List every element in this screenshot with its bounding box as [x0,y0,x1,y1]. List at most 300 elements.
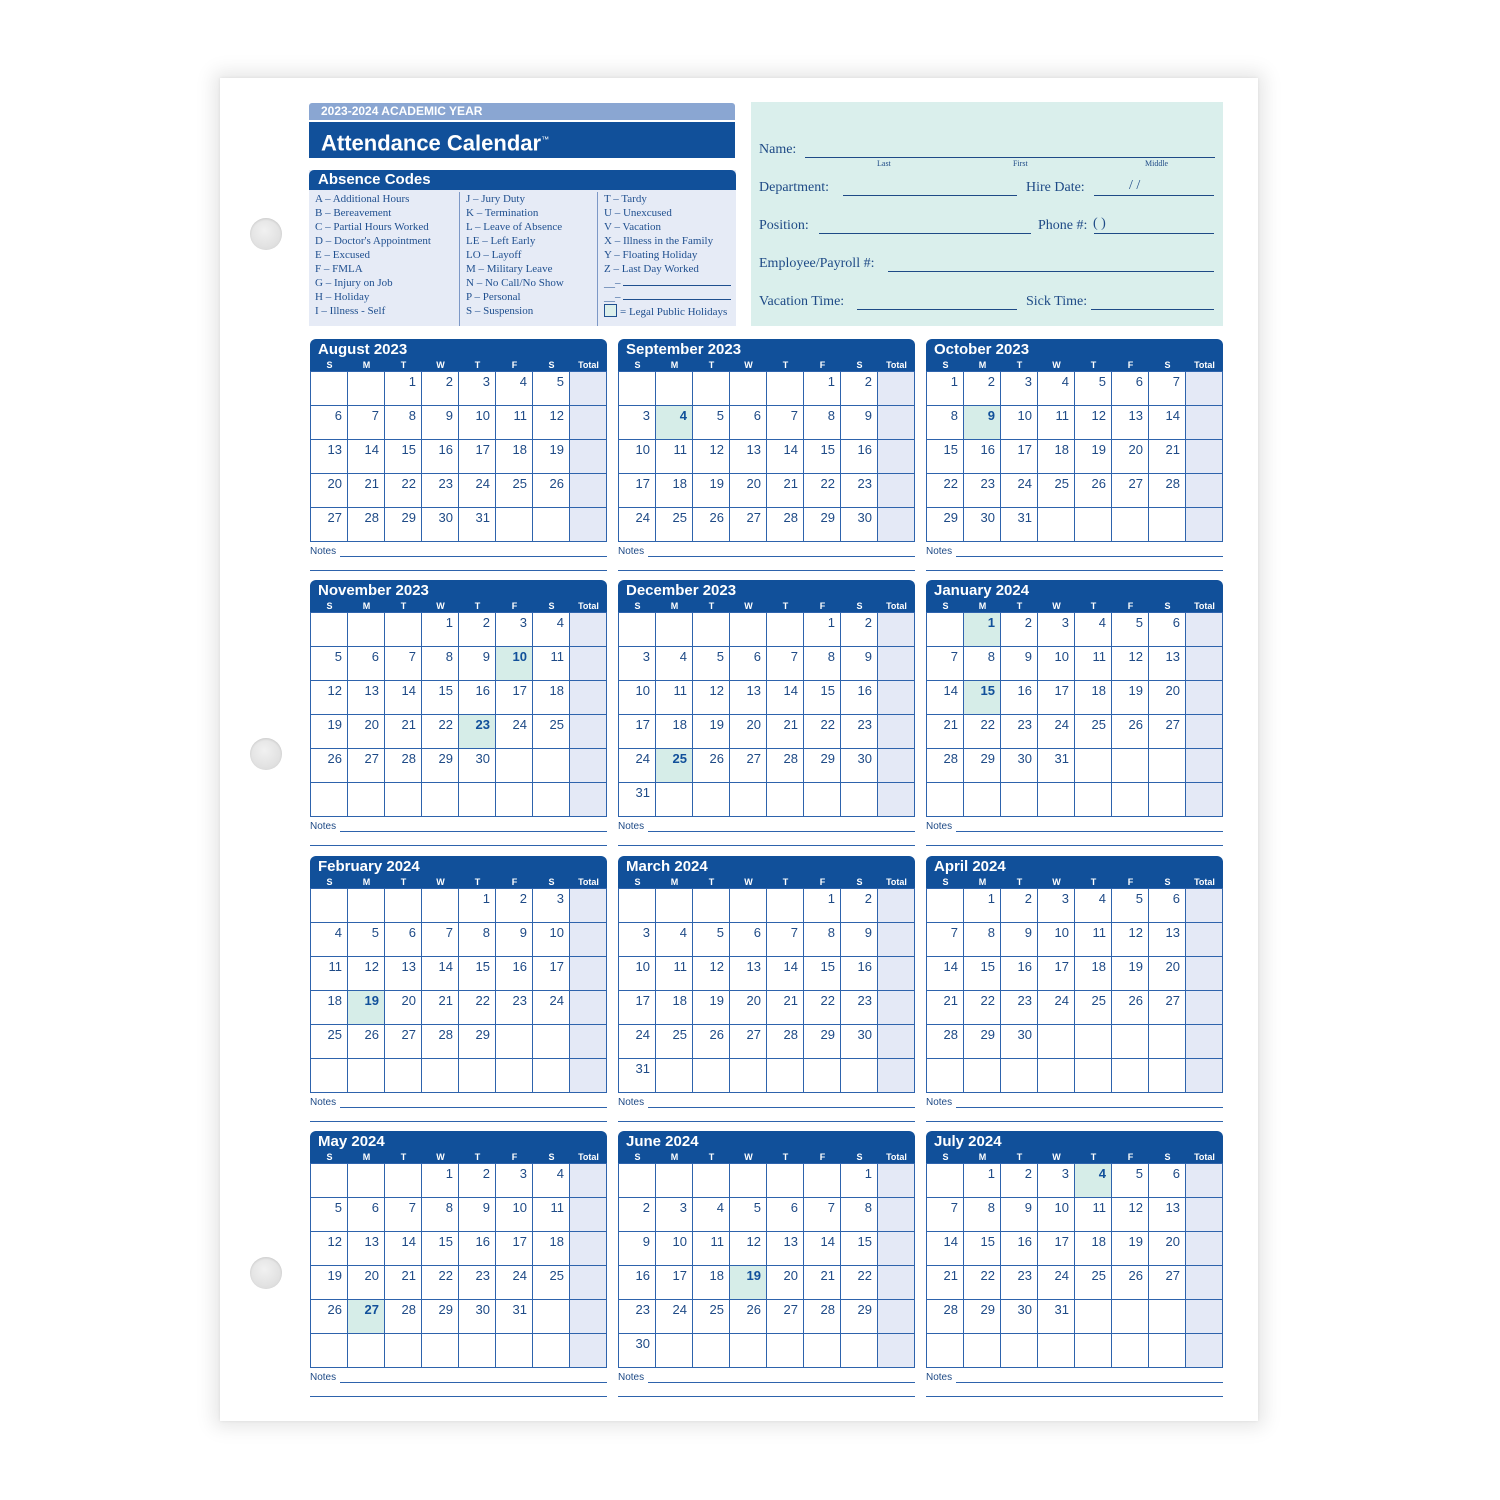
day-cell[interactable]: 2 [619,1198,656,1232]
day-cell[interactable]: 6 [1149,889,1186,923]
day-cell[interactable]: 23 [422,474,459,508]
day-cell[interactable]: 21 [422,991,459,1025]
day-cell[interactable]: 6 [348,647,385,681]
day-cell[interactable]: 28 [767,508,804,542]
empty-day-cell[interactable] [656,889,693,923]
week-total-cell[interactable] [570,406,607,440]
notes-area[interactable] [618,542,915,570]
day-cell[interactable]: 14 [767,681,804,715]
day-cell[interactable]: 20 [385,991,422,1025]
notes-line[interactable] [618,570,915,571]
day-cell[interactable]: 1 [927,372,964,406]
week-total-cell[interactable] [570,474,607,508]
day-cell[interactable]: 29 [964,1300,1001,1334]
week-total-cell[interactable] [1186,681,1223,715]
day-cell[interactable]: 27 [730,1025,767,1059]
day-cell[interactable]: 28 [927,749,964,783]
day-cell[interactable]: 2 [459,613,496,647]
day-cell[interactable]: 27 [1149,1266,1186,1300]
day-cell[interactable]: 3 [1038,889,1075,923]
week-total-cell[interactable] [1186,406,1223,440]
empty-day-cell[interactable] [422,1334,459,1368]
empty-day-cell[interactable] [533,1300,570,1334]
empty-day-cell[interactable] [1075,508,1112,542]
day-cell[interactable]: 5 [1112,613,1149,647]
week-total-cell[interactable] [1186,923,1223,957]
day-cell[interactable]: 5 [1112,889,1149,923]
empty-day-cell[interactable] [385,783,422,817]
day-cell[interactable]: 26 [348,1025,385,1059]
empty-day-cell[interactable] [767,613,804,647]
week-total-cell[interactable] [1186,474,1223,508]
day-cell[interactable]: 24 [1001,474,1038,508]
day-cell[interactable]: 17 [1001,440,1038,474]
day-cell[interactable]: 11 [1038,406,1075,440]
empty-day-cell[interactable] [927,783,964,817]
empty-day-cell[interactable] [767,1059,804,1093]
day-cell[interactable]: 14 [385,1232,422,1266]
day-cell[interactable]: 27 [730,508,767,542]
day-cell[interactable]: 13 [767,1232,804,1266]
day-cell[interactable]: 25 [1075,1266,1112,1300]
empty-day-cell[interactable] [1112,1334,1149,1368]
empty-day-cell[interactable] [385,1334,422,1368]
day-cell[interactable]: 17 [656,1266,693,1300]
day-cell[interactable]: 5 [730,1198,767,1232]
day-cell[interactable]: 19 [1112,1232,1149,1266]
day-cell[interactable]: 18 [1075,681,1112,715]
day-cell[interactable]: 6 [385,923,422,957]
day-cell[interactable]: 9 [619,1232,656,1266]
empty-day-cell[interactable] [385,1059,422,1093]
day-cell[interactable]: 27 [767,1300,804,1334]
empty-day-cell[interactable] [927,1334,964,1368]
day-cell[interactable]: 21 [927,991,964,1025]
week-total-cell[interactable] [1186,508,1223,542]
empty-day-cell[interactable] [619,1164,656,1198]
day-cell[interactable]: 23 [964,474,1001,508]
day-cell[interactable]: 4 [1075,889,1112,923]
day-cell[interactable]: 30 [459,1300,496,1334]
notes-line[interactable] [956,556,1223,557]
week-total-cell[interactable] [878,508,915,542]
day-cell[interactable]: 19 [693,474,730,508]
week-total-cell[interactable] [570,957,607,991]
day-cell[interactable]: 6 [1149,613,1186,647]
notes-area[interactable] [618,1368,915,1396]
phone-field[interactable] [1094,233,1214,234]
day-cell[interactable]: 30 [1001,1025,1038,1059]
day-cell[interactable]: 22 [422,715,459,749]
week-total-cell[interactable] [1186,957,1223,991]
day-cell[interactable]: 15 [804,440,841,474]
day-cell[interactable]: 18 [1075,957,1112,991]
day-cell[interactable]: 11 [533,647,570,681]
day-cell[interactable]: 5 [1075,372,1112,406]
day-cell[interactable]: 2 [841,372,878,406]
day-cell[interactable]: 13 [730,681,767,715]
day-cell[interactable]: 1 [841,1164,878,1198]
day-cell[interactable]: 26 [311,749,348,783]
holiday-day-cell[interactable]: 15 [964,681,1001,715]
day-cell[interactable]: 10 [656,1232,693,1266]
day-cell[interactable]: 4 [1038,372,1075,406]
empty-day-cell[interactable] [1149,1025,1186,1059]
day-cell[interactable]: 3 [533,889,570,923]
empty-day-cell[interactable] [767,783,804,817]
day-cell[interactable]: 28 [348,508,385,542]
holiday-day-cell[interactable]: 4 [1075,1164,1112,1198]
notes-line[interactable] [340,556,607,557]
day-cell[interactable]: 16 [1001,681,1038,715]
week-total-cell[interactable] [878,783,915,817]
day-cell[interactable]: 10 [1038,923,1075,957]
notes-line[interactable] [310,845,607,846]
day-cell[interactable]: 8 [804,647,841,681]
day-cell[interactable]: 6 [1149,1164,1186,1198]
day-cell[interactable]: 30 [422,508,459,542]
empty-day-cell[interactable] [693,372,730,406]
day-cell[interactable]: 21 [767,715,804,749]
week-total-cell[interactable] [1186,783,1223,817]
day-cell[interactable]: 26 [1112,991,1149,1025]
day-cell[interactable]: 23 [1001,991,1038,1025]
week-total-cell[interactable] [878,1025,915,1059]
day-cell[interactable]: 28 [385,1300,422,1334]
day-cell[interactable]: 1 [422,1164,459,1198]
week-total-cell[interactable] [1186,749,1223,783]
day-cell[interactable]: 1 [804,889,841,923]
empty-day-cell[interactable] [311,1059,348,1093]
day-cell[interactable]: 8 [927,406,964,440]
day-cell[interactable]: 31 [1001,508,1038,542]
day-cell[interactable]: 29 [459,1025,496,1059]
day-cell[interactable]: 11 [1075,647,1112,681]
payroll-field[interactable] [888,271,1214,272]
day-cell[interactable]: 10 [1038,1198,1075,1232]
empty-day-cell[interactable] [656,1059,693,1093]
day-cell[interactable]: 28 [385,749,422,783]
position-field[interactable] [819,233,1031,234]
day-cell[interactable]: 7 [927,1198,964,1232]
day-cell[interactable]: 29 [804,749,841,783]
day-cell[interactable]: 6 [730,923,767,957]
day-cell[interactable]: 5 [1112,1164,1149,1198]
day-cell[interactable]: 7 [927,647,964,681]
day-cell[interactable]: 26 [311,1300,348,1334]
week-total-cell[interactable] [878,372,915,406]
day-cell[interactable]: 29 [804,1025,841,1059]
day-cell[interactable]: 13 [311,440,348,474]
day-cell[interactable]: 27 [385,1025,422,1059]
day-cell[interactable]: 20 [348,1266,385,1300]
day-cell[interactable]: 15 [841,1232,878,1266]
day-cell[interactable]: 18 [533,1232,570,1266]
day-cell[interactable]: 28 [422,1025,459,1059]
sick-time-field[interactable] [1091,309,1214,310]
empty-day-cell[interactable] [1149,783,1186,817]
empty-day-cell[interactable] [841,1334,878,1368]
day-cell[interactable]: 9 [1001,647,1038,681]
empty-day-cell[interactable] [1149,1334,1186,1368]
day-cell[interactable]: 15 [459,957,496,991]
week-total-cell[interactable] [570,1059,607,1093]
day-cell[interactable]: 24 [496,715,533,749]
empty-day-cell[interactable] [533,1059,570,1093]
holiday-day-cell[interactable]: 19 [730,1266,767,1300]
day-cell[interactable]: 8 [804,406,841,440]
day-cell[interactable]: 18 [656,474,693,508]
week-total-cell[interactable] [1186,1059,1223,1093]
day-cell[interactable]: 1 [385,372,422,406]
day-cell[interactable]: 14 [422,957,459,991]
day-cell[interactable]: 26 [693,1025,730,1059]
day-cell[interactable]: 17 [496,1232,533,1266]
week-total-cell[interactable] [1186,1198,1223,1232]
day-cell[interactable]: 5 [311,1198,348,1232]
day-cell[interactable]: 4 [533,1164,570,1198]
empty-day-cell[interactable] [767,372,804,406]
day-cell[interactable]: 24 [1038,715,1075,749]
empty-day-cell[interactable] [619,889,656,923]
holiday-day-cell[interactable]: 9 [964,406,1001,440]
day-cell[interactable]: 31 [496,1300,533,1334]
day-cell[interactable]: 29 [841,1300,878,1334]
day-cell[interactable]: 19 [311,1266,348,1300]
week-total-cell[interactable] [570,749,607,783]
week-total-cell[interactable] [1186,1025,1223,1059]
day-cell[interactable]: 24 [533,991,570,1025]
day-cell[interactable]: 31 [619,783,656,817]
week-total-cell[interactable] [878,440,915,474]
day-cell[interactable]: 17 [619,474,656,508]
empty-day-cell[interactable] [422,889,459,923]
day-cell[interactable]: 6 [730,647,767,681]
empty-day-cell[interactable] [385,1164,422,1198]
day-cell[interactable]: 13 [1149,923,1186,957]
day-cell[interactable]: 26 [1075,474,1112,508]
day-cell[interactable]: 7 [1149,372,1186,406]
empty-day-cell[interactable] [1149,1300,1186,1334]
day-cell[interactable]: 28 [927,1300,964,1334]
day-cell[interactable]: 20 [1149,681,1186,715]
day-cell[interactable]: 10 [1001,406,1038,440]
week-total-cell[interactable] [570,1198,607,1232]
day-cell[interactable]: 17 [459,440,496,474]
week-total-cell[interactable] [570,613,607,647]
day-cell[interactable]: 21 [385,1266,422,1300]
day-cell[interactable]: 9 [422,406,459,440]
day-cell[interactable]: 18 [656,991,693,1025]
day-cell[interactable]: 29 [804,508,841,542]
empty-day-cell[interactable] [1149,749,1186,783]
day-cell[interactable]: 26 [1112,1266,1149,1300]
day-cell[interactable]: 16 [841,440,878,474]
week-total-cell[interactable] [570,1266,607,1300]
holiday-day-cell[interactable]: 23 [459,715,496,749]
day-cell[interactable]: 30 [841,508,878,542]
blank-code-line[interactable] [623,290,731,300]
empty-day-cell[interactable] [1001,1059,1038,1093]
day-cell[interactable]: 5 [311,647,348,681]
day-cell[interactable]: 19 [311,715,348,749]
empty-day-cell[interactable] [459,1334,496,1368]
day-cell[interactable]: 10 [1038,647,1075,681]
department-field[interactable] [843,195,1017,196]
day-cell[interactable]: 11 [533,1198,570,1232]
day-cell[interactable]: 7 [422,923,459,957]
day-cell[interactable]: 18 [496,440,533,474]
day-cell[interactable]: 16 [459,1232,496,1266]
day-cell[interactable]: 21 [385,715,422,749]
day-cell[interactable]: 27 [1149,715,1186,749]
day-cell[interactable]: 3 [619,406,656,440]
day-cell[interactable]: 3 [1038,1164,1075,1198]
notes-line[interactable] [926,570,1223,571]
day-cell[interactable]: 18 [311,991,348,1025]
empty-day-cell[interactable] [496,749,533,783]
notes-area[interactable] [926,1093,1223,1121]
week-total-cell[interactable] [1186,1232,1223,1266]
empty-day-cell[interactable] [311,889,348,923]
vacation-time-field[interactable] [857,309,1017,310]
day-cell[interactable]: 29 [422,749,459,783]
empty-day-cell[interactable] [311,1334,348,1368]
day-cell[interactable]: 30 [964,508,1001,542]
notes-line[interactable] [340,831,607,832]
day-cell[interactable]: 2 [1001,613,1038,647]
day-cell[interactable]: 29 [964,749,1001,783]
day-cell[interactable]: 12 [1112,923,1149,957]
day-cell[interactable]: 4 [656,647,693,681]
day-cell[interactable]: 3 [1001,372,1038,406]
day-cell[interactable]: 7 [927,923,964,957]
day-cell[interactable]: 25 [1075,715,1112,749]
empty-day-cell[interactable] [1075,1300,1112,1334]
day-cell[interactable]: 6 [311,406,348,440]
notes-line[interactable] [648,831,915,832]
day-cell[interactable]: 17 [619,991,656,1025]
day-cell[interactable]: 29 [927,508,964,542]
empty-day-cell[interactable] [348,1059,385,1093]
empty-day-cell[interactable] [1038,1334,1075,1368]
day-cell[interactable]: 20 [730,474,767,508]
day-cell[interactable]: 22 [385,474,422,508]
day-cell[interactable]: 8 [964,647,1001,681]
empty-day-cell[interactable] [1075,1334,1112,1368]
day-cell[interactable]: 22 [964,991,1001,1025]
day-cell[interactable]: 27 [1149,991,1186,1025]
day-cell[interactable]: 11 [656,681,693,715]
week-total-cell[interactable] [1186,647,1223,681]
day-cell[interactable]: 13 [1149,1198,1186,1232]
notes-line[interactable] [926,845,1223,846]
week-total-cell[interactable] [1186,1334,1223,1368]
day-cell[interactable]: 7 [767,406,804,440]
day-cell[interactable]: 16 [459,681,496,715]
notes-area[interactable] [926,817,1223,845]
day-cell[interactable]: 22 [422,1266,459,1300]
notes-area[interactable] [618,817,915,845]
day-cell[interactable]: 11 [496,406,533,440]
week-total-cell[interactable] [878,681,915,715]
day-cell[interactable]: 8 [841,1198,878,1232]
day-cell[interactable]: 16 [841,681,878,715]
custom-code-blank-1[interactable] [604,276,742,290]
week-total-cell[interactable] [570,783,607,817]
day-cell[interactable]: 13 [348,681,385,715]
week-total-cell[interactable] [570,1025,607,1059]
day-cell[interactable]: 23 [619,1300,656,1334]
day-cell[interactable]: 21 [767,474,804,508]
day-cell[interactable]: 18 [1038,440,1075,474]
day-cell[interactable]: 15 [927,440,964,474]
day-cell[interactable]: 9 [496,923,533,957]
empty-day-cell[interactable] [459,1059,496,1093]
empty-day-cell[interactable] [730,783,767,817]
day-cell[interactable]: 14 [927,1232,964,1266]
week-total-cell[interactable] [570,1232,607,1266]
day-cell[interactable]: 3 [496,613,533,647]
day-cell[interactable]: 22 [804,991,841,1025]
week-total-cell[interactable] [878,749,915,783]
day-cell[interactable]: 1 [804,613,841,647]
day-cell[interactable]: 17 [496,681,533,715]
day-cell[interactable]: 22 [964,715,1001,749]
notes-area[interactable] [926,542,1223,570]
day-cell[interactable]: 24 [1038,991,1075,1025]
empty-day-cell[interactable] [348,889,385,923]
empty-day-cell[interactable] [693,613,730,647]
day-cell[interactable]: 12 [311,1232,348,1266]
week-total-cell[interactable] [878,957,915,991]
day-cell[interactable]: 6 [730,406,767,440]
day-cell[interactable]: 30 [459,749,496,783]
empty-day-cell[interactable] [1112,749,1149,783]
empty-day-cell[interactable] [656,1334,693,1368]
day-cell[interactable]: 31 [459,508,496,542]
day-cell[interactable]: 10 [496,1198,533,1232]
day-cell[interactable]: 14 [767,957,804,991]
day-cell[interactable]: 27 [730,749,767,783]
week-total-cell[interactable] [1186,1266,1223,1300]
day-cell[interactable]: 6 [1112,372,1149,406]
empty-day-cell[interactable] [927,613,964,647]
day-cell[interactable]: 4 [496,372,533,406]
week-total-cell[interactable] [878,474,915,508]
day-cell[interactable]: 16 [1001,957,1038,991]
week-total-cell[interactable] [570,715,607,749]
day-cell[interactable]: 27 [348,749,385,783]
day-cell[interactable]: 21 [348,474,385,508]
day-cell[interactable]: 14 [348,440,385,474]
day-cell[interactable]: 27 [1112,474,1149,508]
day-cell[interactable]: 1 [964,1164,1001,1198]
day-cell[interactable]: 17 [1038,1232,1075,1266]
day-cell[interactable]: 29 [385,508,422,542]
day-cell[interactable]: 22 [841,1266,878,1300]
empty-day-cell[interactable] [964,1334,1001,1368]
day-cell[interactable]: 31 [1038,1300,1075,1334]
day-cell[interactable]: 31 [619,1059,656,1093]
empty-day-cell[interactable] [767,1164,804,1198]
day-cell[interactable]: 25 [693,1300,730,1334]
day-cell[interactable]: 16 [841,957,878,991]
empty-day-cell[interactable] [1038,1059,1075,1093]
empty-day-cell[interactable] [656,783,693,817]
day-cell[interactable]: 15 [804,957,841,991]
day-cell[interactable]: 3 [459,372,496,406]
